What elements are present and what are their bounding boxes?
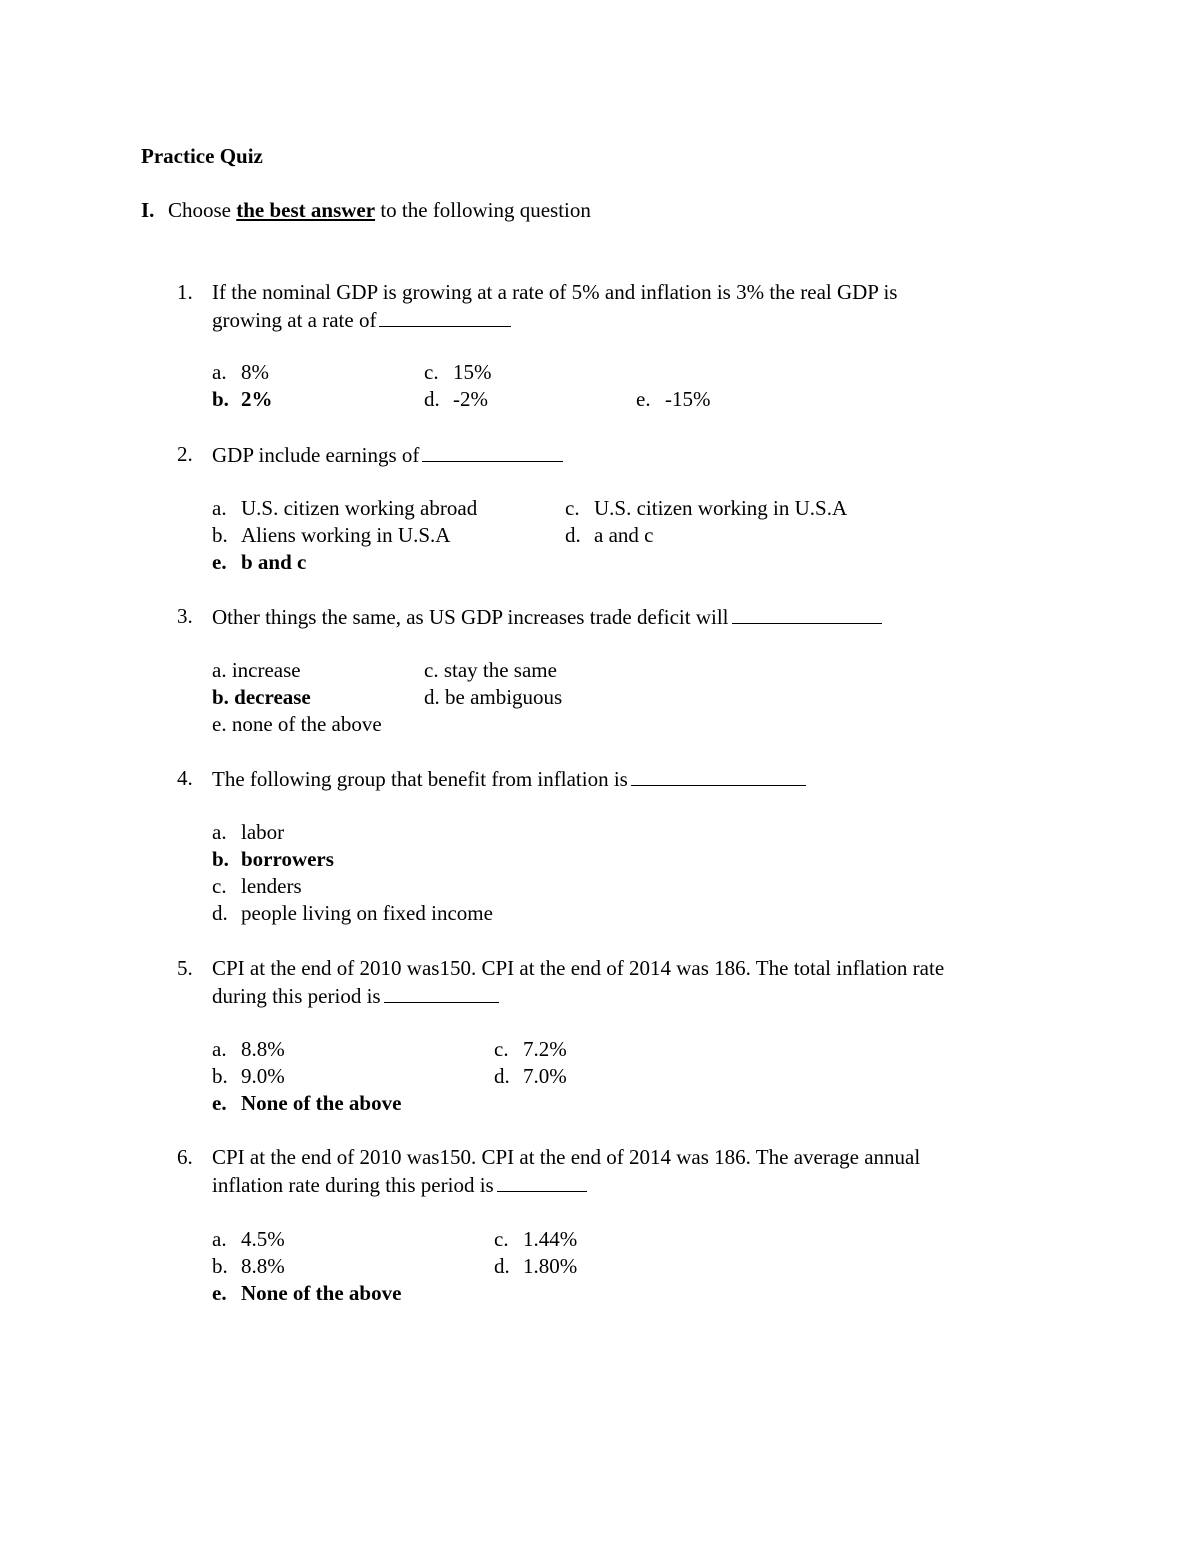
option-a[interactable]: a. 8.8% — [212, 1037, 285, 1061]
question-number: 2. — [177, 442, 193, 466]
option-c[interactable]: c. 1.44% — [494, 1227, 578, 1251]
question-text: CPI at the end of 2010 was150. CPI at the end of 2014 was 186. The average annual — [212, 1145, 921, 1169]
question-text: If the nominal GDP is growing at a rate of 5% and inflation is 3% the real GDP is — [212, 280, 898, 304]
question-number: 4. — [177, 766, 193, 790]
option-d[interactable]: d. be ambiguous — [424, 685, 563, 709]
option-c[interactable]: c. 7.2% — [494, 1037, 567, 1061]
question-number: 1. — [177, 280, 193, 304]
option-e[interactable]: e. none of the above — [212, 712, 382, 736]
option-d[interactable]: d. 1.80% — [494, 1254, 578, 1278]
answer-blank — [631, 765, 806, 786]
option-b-correct[interactable]: b. decrease — [212, 685, 311, 709]
option-d[interactable]: d. 7.0% — [494, 1064, 567, 1088]
option-d[interactable]: d. -2% — [424, 387, 488, 411]
option-c[interactable]: c. lenders — [212, 874, 302, 898]
option-c[interactable]: c. 15% — [424, 360, 492, 384]
answer-blank — [379, 306, 511, 327]
answer-blank — [384, 982, 499, 1003]
question-text-line2: during this period is — [212, 982, 499, 1010]
answer-blank — [422, 441, 563, 462]
option-e[interactable]: e. -15% — [636, 387, 711, 411]
option-b[interactable]: b. Aliens working in U.S.A — [212, 523, 451, 547]
question-number: 3. — [177, 604, 193, 628]
option-d[interactable]: d. a and c — [565, 523, 654, 547]
question-number: 5. — [177, 956, 193, 980]
instruction-emphasis: the best answer — [236, 198, 376, 222]
question-text: Other things the same, as US GDP increases trade deficit will — [212, 603, 882, 631]
instruction-pre: Choose — [168, 198, 231, 222]
question-text: GDP include earnings of — [212, 441, 563, 469]
option-e-correct[interactable]: e. None of the above — [212, 1281, 402, 1305]
option-a[interactable]: a. 8% — [212, 360, 269, 384]
option-b-correct[interactable]: b. 2% — [212, 387, 273, 411]
option-b[interactable]: b. 9.0% — [212, 1064, 285, 1088]
option-c[interactable]: c. U.S. citizen working in U.S.A — [565, 496, 848, 520]
option-d[interactable]: d. people living on fixed income — [212, 901, 493, 925]
option-c[interactable]: c. stay the same — [424, 658, 557, 682]
answer-blank — [497, 1171, 587, 1192]
section-numeral: I. — [141, 198, 155, 222]
option-e-correct[interactable]: e. None of the above — [212, 1091, 402, 1115]
instruction-post: to the following question — [380, 198, 591, 222]
question-number: 6. — [177, 1145, 193, 1169]
option-a[interactable]: a. increase — [212, 658, 301, 682]
option-a[interactable]: a. 4.5% — [212, 1227, 285, 1251]
question-text: CPI at the end of 2010 was150. CPI at the end of 2014 was 186. The total inflation rate — [212, 956, 945, 980]
option-a[interactable]: a. labor — [212, 820, 285, 844]
section-instructions — [141, 197, 591, 224]
page-title: Practice Quiz — [141, 144, 263, 168]
option-a[interactable]: a. U.S. citizen working abroad — [212, 496, 478, 520]
option-b-correct[interactable]: b. borrowers — [212, 847, 334, 871]
option-e-correct[interactable]: e. b and c — [212, 550, 307, 574]
question-text-line2: growing at a rate of — [212, 306, 511, 334]
answer-blank — [732, 603, 882, 624]
option-b[interactable]: b. 8.8% — [212, 1254, 285, 1278]
question-text-line2: inflation rate during this period is — [212, 1171, 587, 1199]
question-text: The following group that benefit from inflation is — [212, 765, 806, 793]
